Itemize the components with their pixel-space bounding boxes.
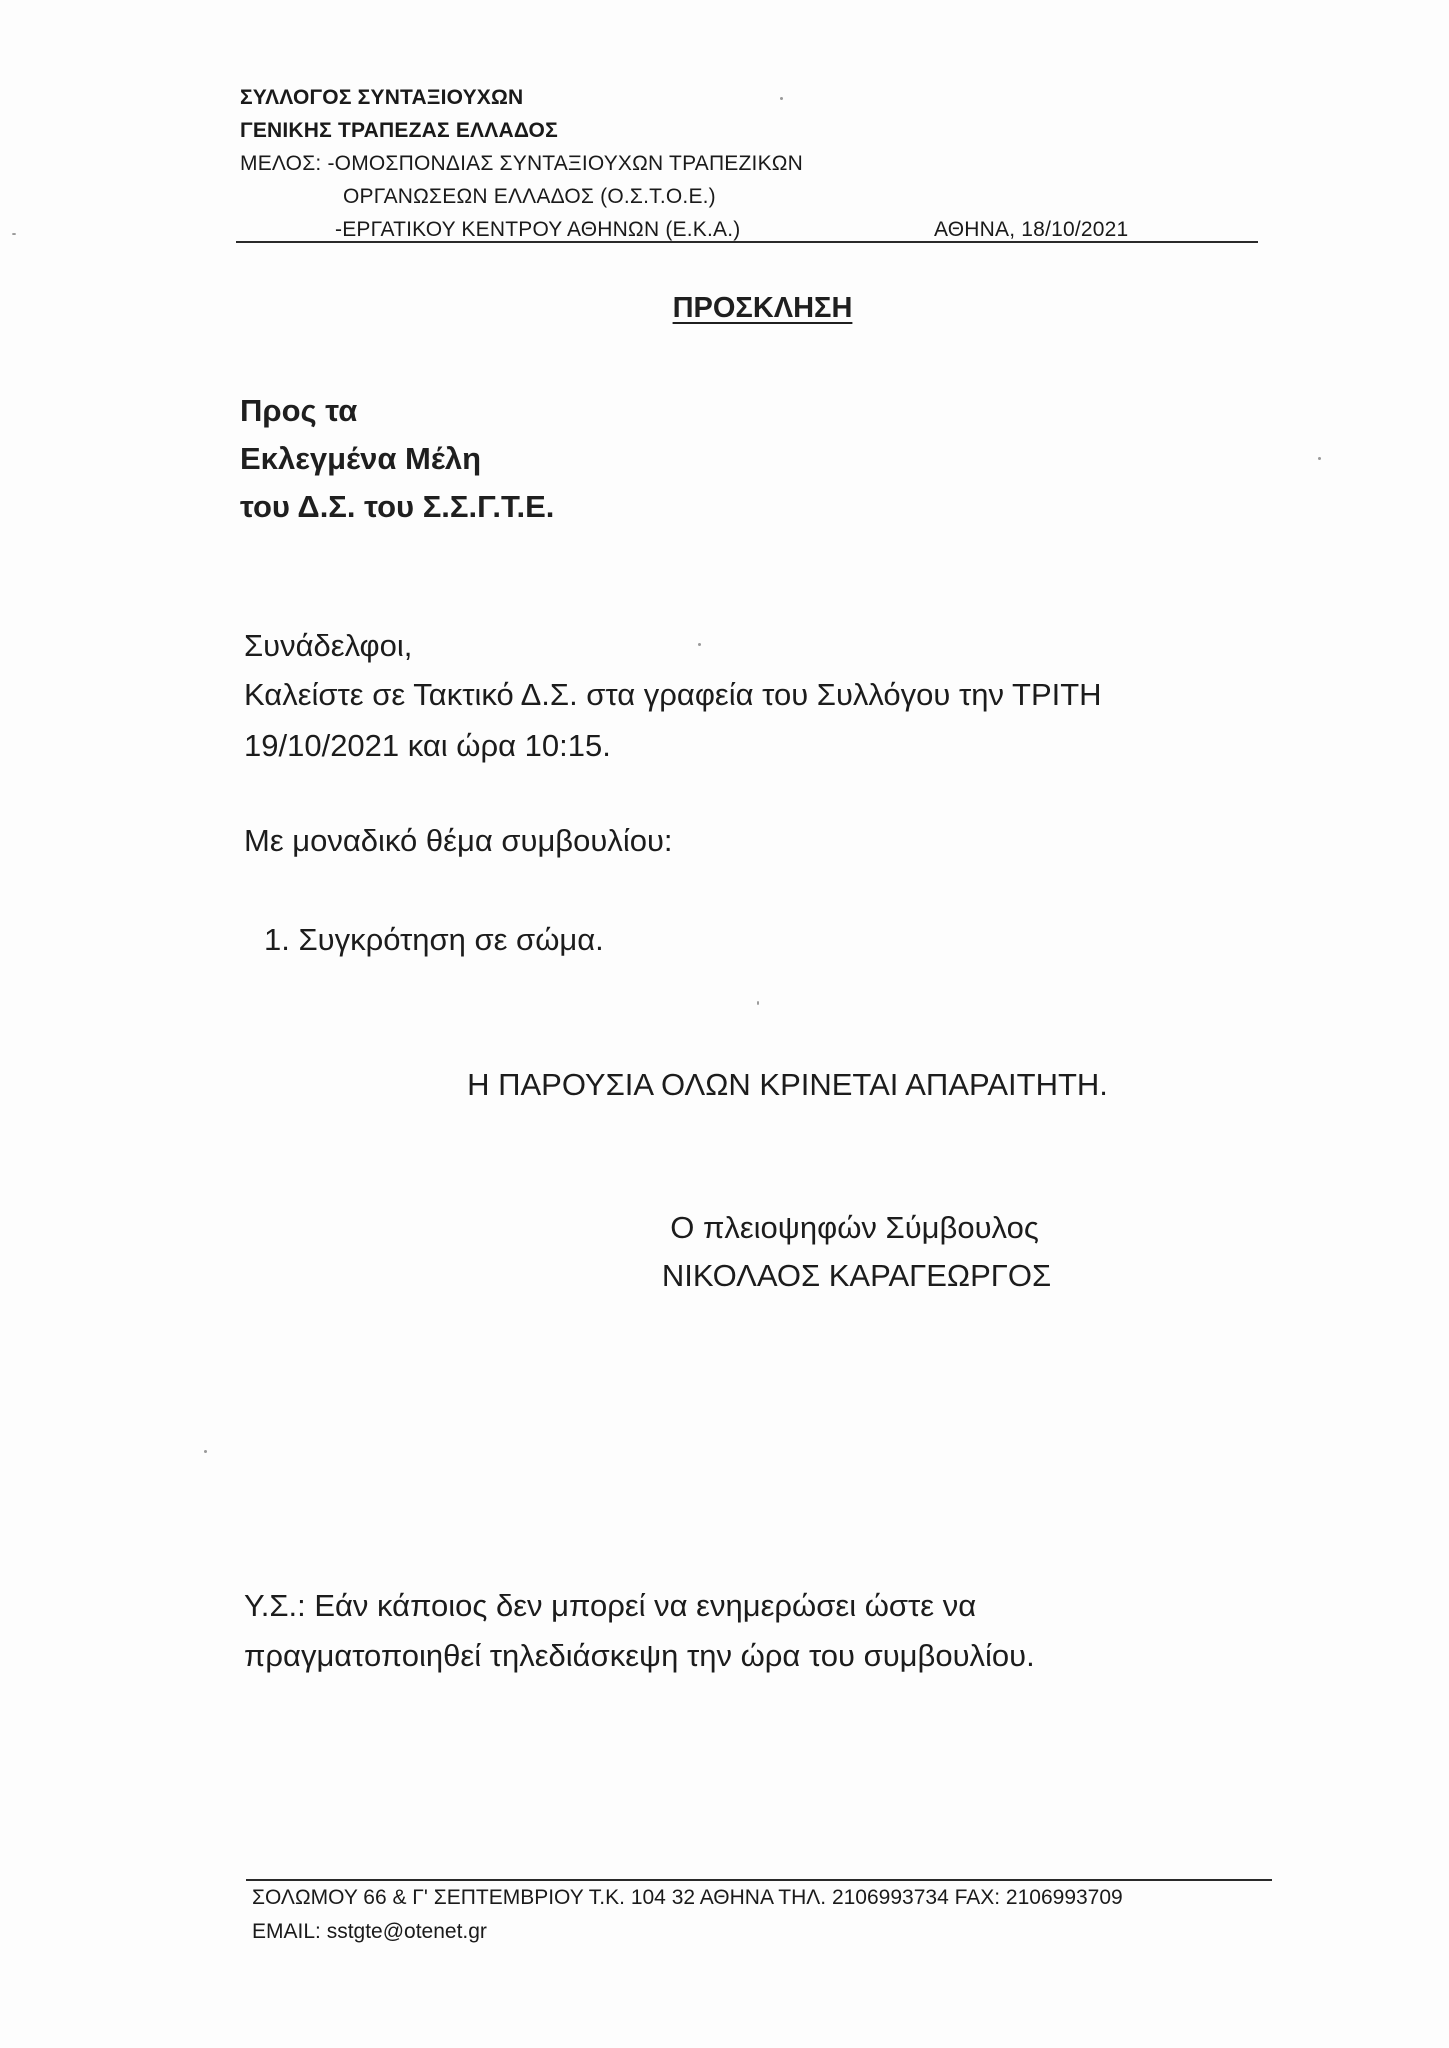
footer-address: ΣΟΛΩΜΟΥ 66 & Γ' ΣΕΠΤΕΜΒΡΙΟΥ Τ.Κ. 104 32 ΑΘΗΝΑ ΤΗΛ. 2106993734 FAX: 2106993709: [252, 1886, 1123, 1909]
header-divider: [236, 241, 1258, 243]
membership-line1: ΜΕΛΟΣ: -ΟΜΟΣΠΟΝΔΙΑΣ ΣΥΝΤΑΞΙΟΥΧΩΝ ΤΡΑΠΕΖΙΚΩΝ: [240, 152, 804, 175]
scan-speck: [780, 97, 783, 100]
recipient-line2: Εκλεγμένα Μέλη: [240, 441, 482, 476]
scan-speck: [12, 233, 16, 235]
place-date: ΑΘΗΝΑ, 18/10/2021: [934, 218, 1129, 241]
topic-item: 1. Συγκρότηση σε σώμα.: [264, 922, 604, 957]
postscript-line1: Υ.Σ.: Εάν κάποιος δεν μπορεί να ενημερώσει ώστε να: [244, 1588, 977, 1623]
postscript-line2: πραγματοποιηθεί τηλεδιάσκεψη την ώρα του συμβουλίου.: [244, 1638, 1035, 1673]
invitation-line2: 19/10/2021 και ώρα 10:15.: [244, 728, 611, 763]
signatory-role: Ο πλειοψηφών Σύμβουλος: [670, 1210, 1039, 1245]
recipient-line1: Προς τα: [240, 393, 358, 428]
footer-email: EMAIL: sstgte@otenet.gr: [252, 1920, 487, 1943]
scan-speck: [1318, 457, 1321, 460]
membership-line3: -ΕΡΓΑΤΙΚΟΥ ΚΕΝΤΡΟΥ ΑΘΗΝΩΝ (Ε.Κ.Α.): [335, 218, 741, 241]
recipient-line3: του Δ.Σ. του Σ.Σ.Γ.Τ.Ε.: [240, 489, 555, 524]
greeting: Συνάδελφοι,: [244, 628, 413, 663]
scan-speck: [698, 643, 701, 646]
invitation-line1: Καλείστε σε Τακτικό Δ.Σ. στα γραφεία του Συλλόγου την ΤΡΙΤΗ: [244, 677, 1102, 712]
attendance-notice: Η ΠΑΡΟΥΣΙΑ ΟΛΩΝ ΚΡΙΝΕΤΑΙ ΑΠΑΡΑΙΤΗΤΗ.: [467, 1067, 1108, 1102]
signatory-name: ΝΙΚΟΛΑΟΣ ΚΑΡΑΓΕΩΡΓΟΣ: [661, 1258, 1052, 1293]
membership-line2: ΟΡΓΑΝΩΣΕΩΝ ΕΛΛΑΔΟΣ (Ο.Σ.Τ.Ο.Ε.): [343, 185, 716, 208]
org-name-line1: ΣΥΛΛΟΓΟΣ ΣΥΝΤΑΞΙΟΥΧΩΝ: [240, 86, 524, 109]
scan-speck: [757, 1001, 759, 1005]
topic-intro: Με μοναδικό θέμα συμβουλίου:: [244, 823, 673, 858]
document-title: [0, 292, 1449, 325]
title-text: ΠΡΟΣΚΛΗΣΗ: [672, 292, 853, 324]
footer-divider: [246, 1879, 1272, 1881]
org-name-line2: ΓΕΝΙΚΗΣ ΤΡΑΠΕΖΑΣ ΕΛΛΑΔΟΣ: [240, 119, 558, 142]
scan-speck: [204, 1450, 207, 1453]
